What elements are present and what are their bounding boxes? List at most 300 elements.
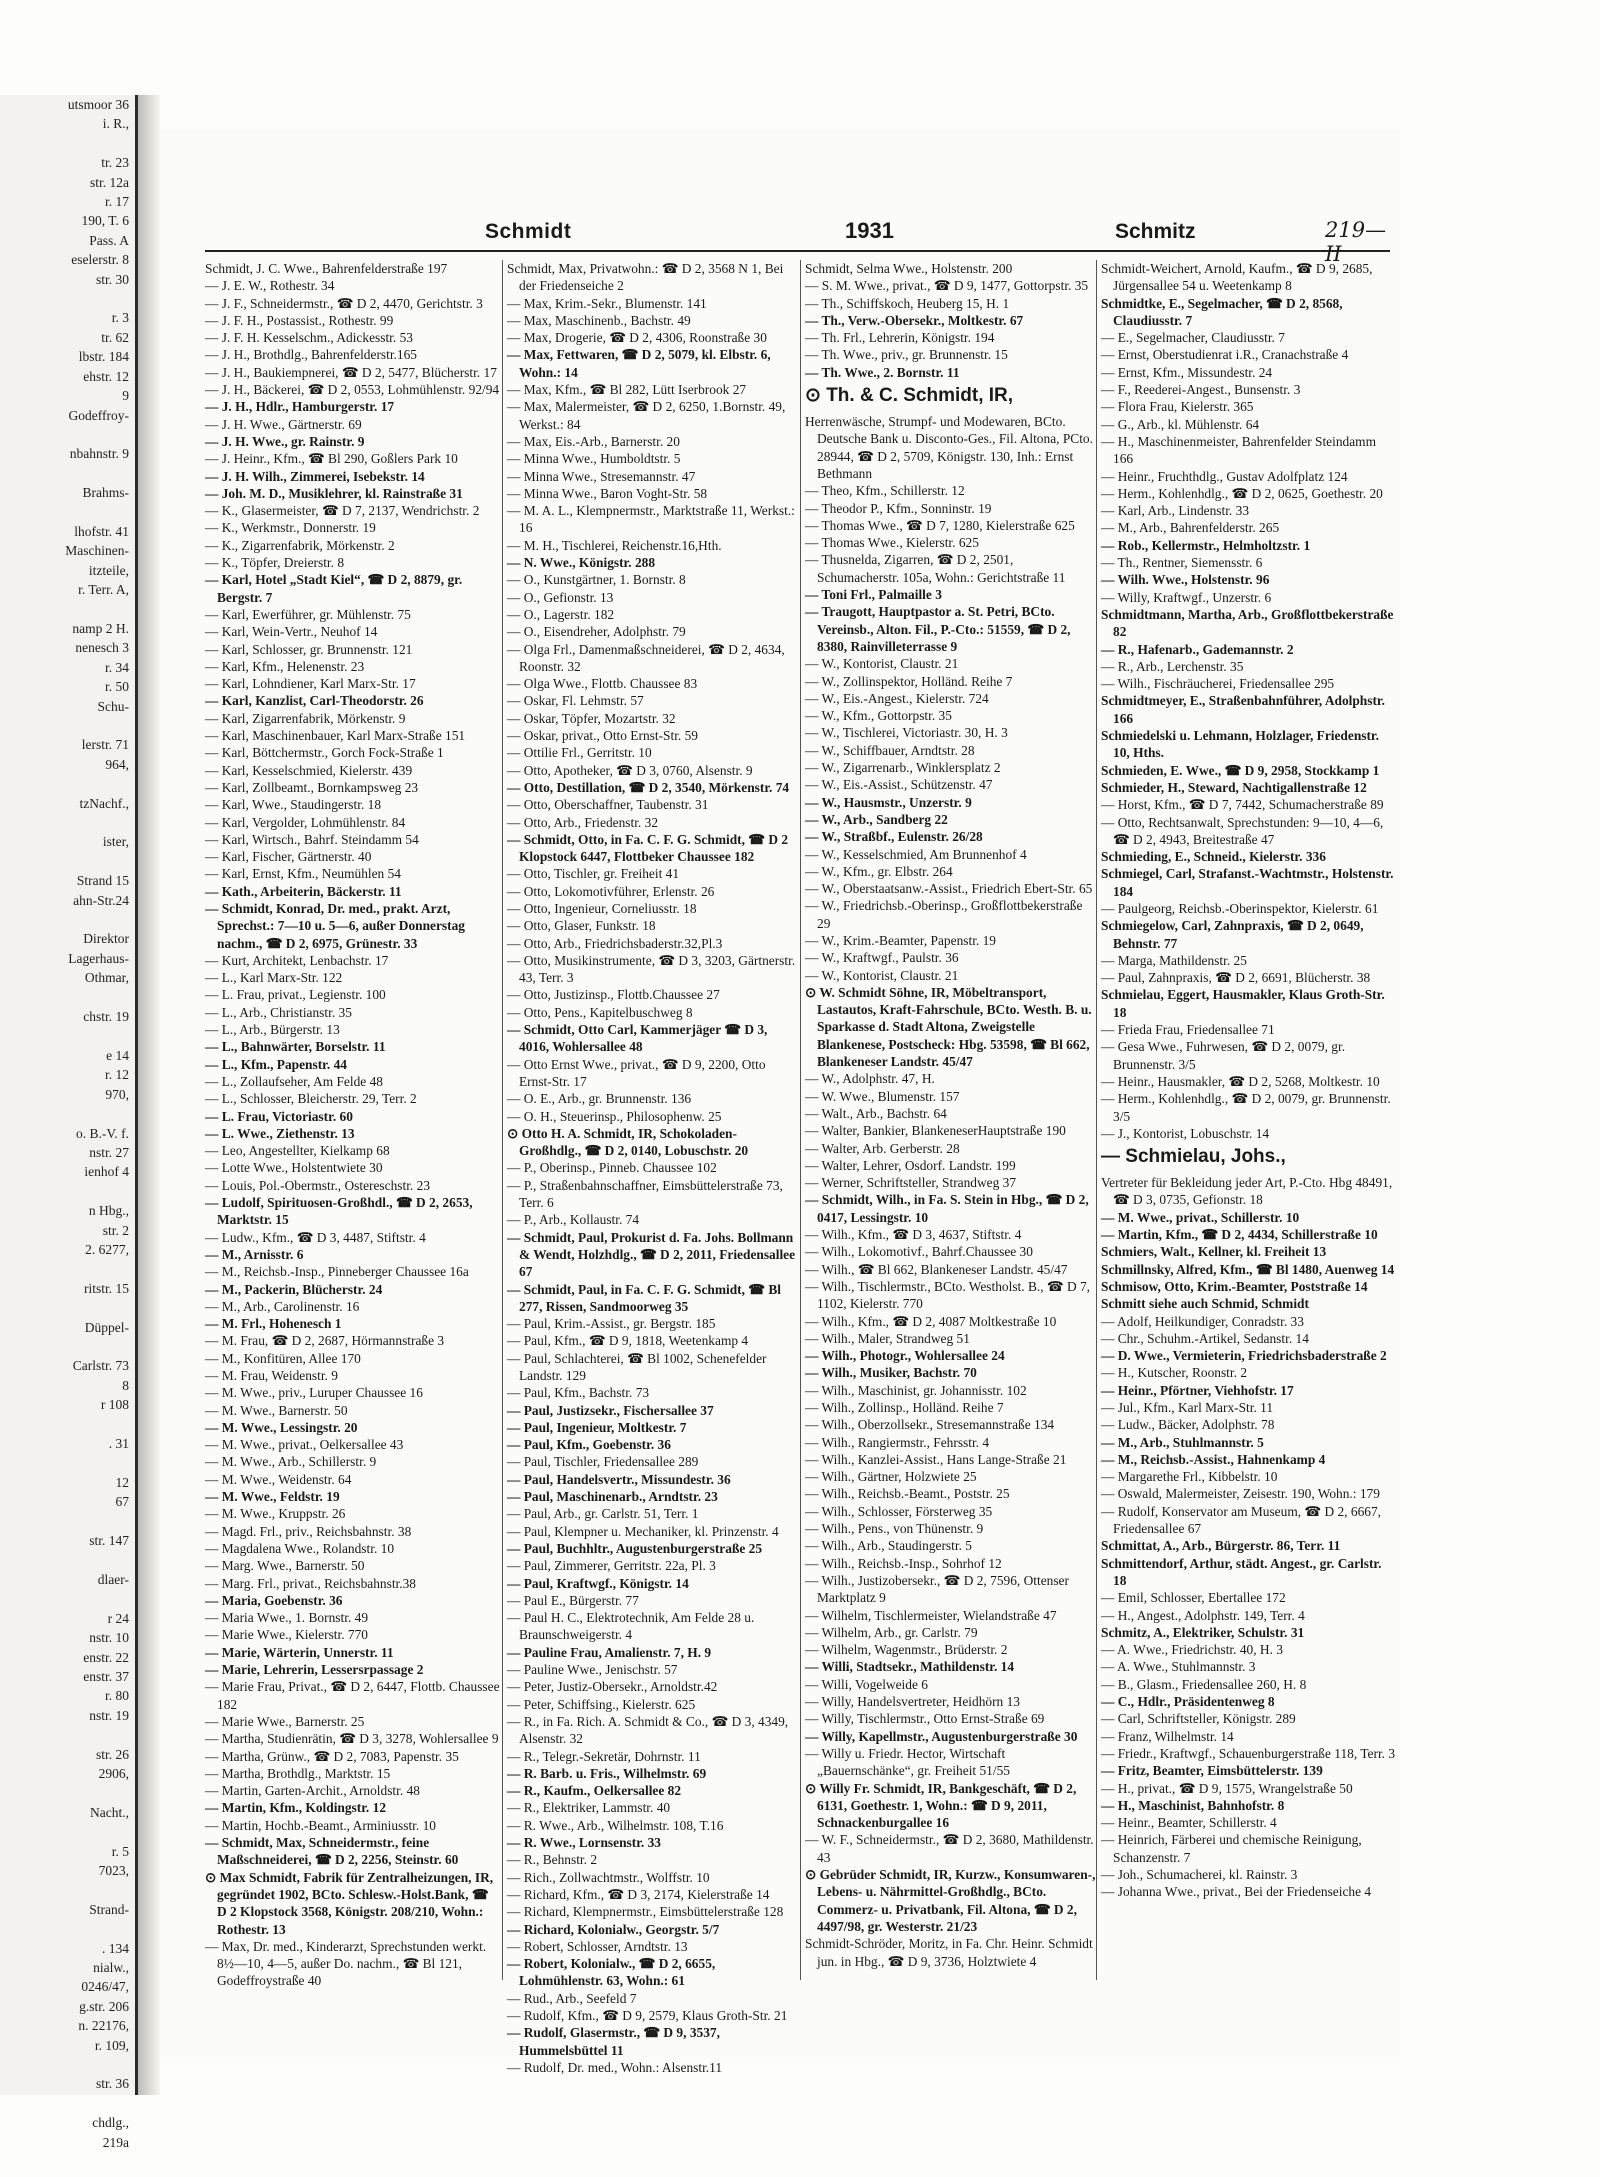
directory-entry: — Marie Wwe., Barnerstr. 25 — [205, 1713, 365, 1729]
left-page-edge-line: 2. 6277, — [85, 1241, 129, 1257]
directory-entry: — O., Lagerstr. 182 — [507, 606, 615, 622]
directory-entry: — Wilh., Gärtner, Holzwiete 25 — [805, 1469, 977, 1485]
page-number: 219—II — [1325, 218, 1387, 266]
left-page-edge-line — [0, 289, 135, 308]
left-page-edge-line: r. 80 — [104, 1688, 129, 1704]
directory-entry: — P., Arb., Kollaustr. 74 — [507, 1212, 640, 1228]
directory-entry: — W., Kesselschmied, Am Brunnenhof 4 — [805, 846, 1027, 862]
directory-entry: — Walter, Bankier, BlankeneserHauptstraße 190 — [805, 1123, 1066, 1139]
directory-entry: — M., Packerin, Blücherstr. 24 — [205, 1281, 383, 1297]
directory-entry: — Johanna Wwe., privat., Bei der Friedenseiche 4 — [1101, 1884, 1372, 1900]
directory-entry: — W., Zigarrenarb., Winklersplatz 2 — [805, 760, 1001, 776]
left-page-edge-line: 219a — [102, 2134, 129, 2150]
directory-entry: — K., Werkmstr., Donnerstr. 19 — [205, 520, 376, 536]
directory-entry: — Heinrich, Färberei und chemische Reinigung, Schanzenstr. 7 — [1101, 1832, 1362, 1865]
directory-entry: — Karl, Lohndiener, Karl Marx-Str. 17 — [205, 676, 416, 692]
directory-entry: — Karl, Arb., Lindenstr. 33 — [1101, 503, 1250, 519]
left-page-edge-line — [0, 1589, 135, 1608]
directory-entry: ⊙ Willy Fr. Schmidt, IR, Bankgeschäft, ☎ D 2, 6131, Goethestr. 1, Wohn.: ☎ D 9, 2011, Schnackenburgallee 16 — [805, 1780, 1077, 1831]
left-page-edge-line — [0, 1298, 135, 1317]
directory-entry: — Paul, Buchhltr., Augustenburgerstraße 25 — [507, 1540, 763, 1556]
directory-entry: Schmittendorf, Arthur, städt. Angest., gr. Carlstr. 18 — [1101, 1555, 1382, 1588]
left-page-edge-line: Direktor — [83, 931, 129, 947]
directory-entry: — Max, Krim.-Sekr., Blumenstr. 141 — [507, 295, 707, 311]
directory-entry: — Karl, Wirtsch., Bahrf. Steindamm 54 — [205, 831, 419, 847]
directory-entry: — Joh., Schumacherei, kl. Rainstr. 3 — [1101, 1867, 1298, 1883]
directory-entry: — Otto, Apotheker, ☎ D 3, 0760, Alsenstr. 9 — [507, 762, 753, 778]
directory-entry: — W., Zollinspektor, Holländ. Reihe 7 — [805, 673, 1013, 689]
directory-entry: — J. H., Bäckerei, ☎ D 2, 0553, Lohmühlenstr. 92/94 — [205, 382, 500, 398]
directory-entry: — Theo, Kfm., Schillerstr. 12 — [805, 483, 965, 499]
directory-entry: — Max, Drogerie, ☎ D 2, 4306, Roonstraße 30 — [507, 330, 767, 346]
directory-entry: — Adolf, Heilkundiger, Conradstr. 33 — [1101, 1313, 1304, 1329]
left-page-edge-line: ahn-Str.24 — [73, 892, 129, 908]
directory-entry: Schmidtmann, Martha, Arb., Großflottbekerstraße 82 — [1101, 606, 1394, 640]
directory-entry: — Rudolf, Konservator am Museum, ☎ D 2, 6667, Friedensallee 67 — [1101, 1503, 1382, 1537]
directory-entry: ⊙ Th. & C. Schmidt, IR, — [805, 385, 1014, 407]
directory-entry: — Horst, Kfm., ☎ D 7, 7442, Schumacherstraße 89 — [1101, 797, 1384, 813]
directory-entry: — Otto Ernst Wwe., privat., ☎ D 9, 2200, Otto Ernst-Str. 17 — [507, 1056, 766, 1089]
directory-entry: — O. E., Arb., gr. Brunnenstr. 136 — [507, 1091, 692, 1107]
left-page-edge-line: itzteile, — [88, 562, 129, 578]
directory-entry: Schmittat, A., Arb., Bürgerstr. 86, Terr. 11 — [1101, 1538, 1341, 1554]
directory-entry: — O., Gefionstr. 13 — [507, 589, 614, 605]
directory-entry: — K., Zigarrenfabrik, Mörkenstr. 2 — [205, 537, 395, 553]
left-page-edge-line: dlaer- — [97, 1571, 129, 1587]
directory-entry: ⊙ Max Schmidt, Fabrik für Zentralheizungen, IR, gegründet 1902, BCto. Schlesw.-Holst.Bank, ☎ D 2 Klopstock 3568, Königstr. 208/210, Wohn.: Rothestr. 13 — [205, 1869, 494, 1937]
book-gutter — [138, 95, 160, 2095]
directory-entry: — Marie Frau, Privat., ☎ D 2, 6447, Flottb. Chaussee 182 — [205, 1679, 500, 1712]
directory-entry: Schmidt-Schröder, Moritz, in Fa. Chr. Heinr. Schmidt jun. in Hbg., ☎ D 9, 3736, Holztwiete 4 — [805, 1936, 1093, 1969]
directory-entry: — F., Reederei-Angest., Bunsenstr. 3 — [1101, 382, 1301, 398]
directory-entry: Schmisow, Otto, Krim.-Beamter, Poststraße 14 — [1101, 1278, 1368, 1294]
left-page-edge-line: tzNachf., — [79, 795, 129, 811]
directory-entry: — Kath., Arbeiterin, Bäckerstr. 11 — [205, 883, 402, 899]
directory-entry: — J. F. H. Kesselschm., Adickesstr. 53 — [205, 330, 413, 346]
left-page-edge-line — [0, 1919, 135, 1938]
directory-entry: — Max, Maschinenb., Bachstr. 49 — [507, 312, 691, 328]
directory-entry: Schmieding, E., Schneid., Kielerstr. 336 — [1101, 849, 1326, 865]
directory-entry: — J. Heinr., Kfm., ☎ Bl 290, Goßlers Park 10 — [205, 451, 458, 467]
directory-entry: — M. Wwe., privat., Schillerstr. 10 — [1101, 1209, 1300, 1225]
directory-entry: — Paul, Justizsekr., Fischersallee 37 — [507, 1402, 714, 1418]
directory-entry: — Th. Wwe., 2. Bornstr. 11 — [805, 364, 960, 380]
directory-entry: — Schmidt, Paul, in Fa. C. F. G. Schmidt, ☎ Bl 277, Rissen, Sandmoorweg 35 — [507, 1281, 781, 1314]
left-page-edge-line: r. 109, — [94, 2037, 129, 2053]
left-page-edge-line — [0, 1182, 135, 1201]
left-page-edge-line: Othmar, — [84, 970, 129, 986]
directory-column-1 — [205, 260, 501, 1989]
directory-entry: — A. Wwe., Friedrichstr. 40, H. 3 — [1101, 1642, 1283, 1658]
directory-entry: — Paul, Klempner u. Mechaniker, kl. Prinzenstr. 4 — [507, 1523, 779, 1539]
directory-entry: Schmitz, A., Elektriker, Schulstr. 31 — [1101, 1624, 1305, 1640]
directory-entry: — Ludw., Bäcker, Adolphstr. 78 — [1101, 1417, 1275, 1433]
directory-entry: — Margarethe Frl., Kibbelstr. 10 — [1101, 1469, 1278, 1485]
directory-entry: — M. A. L., Klempnermstr., Marktstraße 11, Werkst.: 16 — [507, 503, 795, 536]
left-page-edge-line: Düppel- — [84, 1319, 129, 1335]
directory-entry: — Ernst, Oberstudienrat i.R., Cranachstraße 4 — [1101, 347, 1349, 363]
left-page-edge-line: . 134 — [102, 1940, 129, 1956]
directory-entry: — Schmidt, Wilh., in Fa. S. Stein in Hbg., ☎ D 2, 0417, Lessingstr. 10 — [805, 1192, 1089, 1225]
directory-entry: — Paulgeorg, Reichsb.-Oberinspektor, Kielerstr. 61 — [1101, 900, 1379, 916]
directory-entry: — Karl, Maschinenbauer, Karl Marx-Straße 151 — [205, 728, 466, 744]
directory-entry: — M. Wwe., Arb., Schillerstr. 9 — [205, 1454, 377, 1470]
directory-entry: — R., Behnstr. 2 — [507, 1852, 598, 1868]
left-page-edge-line: nstr. 10 — [89, 1630, 129, 1646]
directory-entry: — M. Wwe., Weidenstr. 64 — [205, 1471, 352, 1487]
directory-entry: — W., Kraftwgf., Paulstr. 36 — [805, 950, 959, 966]
left-page-edge-line — [0, 1783, 135, 1802]
directory-entry: — Joh. M. D., Musiklehrer, kl. Rainstraße 31 — [205, 485, 463, 501]
left-page-edge-line — [0, 134, 135, 153]
left-page-edge-line — [0, 852, 135, 871]
directory-entry: — Wilh., Rangiermstr., Fehrsstr. 4 — [805, 1434, 990, 1450]
directory-entry: — Wilh., Oberzollsekr., Stresemannstraße 134 — [805, 1417, 1055, 1433]
left-page-edge-line: i. R., — [102, 116, 129, 132]
directory-entry: — Richard, Kfm., ☎ D 3, 2174, Kielerstraße 14 — [507, 1886, 770, 1902]
directory-entry: — A. Wwe., Stuhlmannstr. 3 — [1101, 1659, 1256, 1675]
left-page-edge-line: n. 22176, — [78, 2018, 129, 2034]
directory-entry: — Otto, Arb., Friedenstr. 32 — [507, 814, 659, 830]
directory-entry: — M., Arb., Carolinenstr. 16 — [205, 1298, 360, 1314]
directory-entry: — Thomas Wwe., ☎ D 7, 1280, Kielerstraße 625 — [805, 517, 1075, 533]
directory-entry: — Marg. Wwe., Barnerstr. 50 — [205, 1558, 365, 1574]
directory-entry: — Theodor P., Kfm., Sonninstr. 19 — [805, 500, 992, 516]
directory-entry: — O. H., Steuerinsp., Philosophenw. 25 — [507, 1108, 722, 1124]
directory-entry: — Magdalena Wwe., Rolandstr. 10 — [205, 1540, 395, 1556]
directory-entry: — D. Wwe., Vermieterin, Friedrichsbaderstraße 2 — [1101, 1348, 1387, 1364]
directory-entry: — Otto, Justizinsp., Flottb.Chaussee 27 — [507, 987, 720, 1003]
directory-entry: — Rich., Zollwachtmstr., Wolffstr. 10 — [507, 1869, 710, 1885]
directory-entry: — Richard, Klempnermstr., Eimsbüttelerstraße 128 — [507, 1904, 784, 1920]
directory-entry: — Rob., Kellermstr., Helmholtzstr. 1 — [1101, 537, 1311, 553]
directory-entry: — Carl, Schriftsteller, Königstr. 289 — [1101, 1711, 1296, 1727]
left-page-edge-line: chdlg., — [92, 2115, 129, 2131]
directory-entry: ⊙ W. Schmidt Söhne, IR, Möbeltransport, Lastautos, Kraft-Fahrschule, BCto. Westh. B. u. Sparkasse d. Stadt Altona, Zweigstelle Blankenese, Postscheck: Hbg. 53598, ☎ Bl 662, Blankeneser Landstr. 45/47 — [805, 984, 1092, 1070]
left-page-edge-line: str. 26 — [95, 1746, 129, 1762]
directory-entry: — Toni Frl., Palmaille 3 — [805, 587, 942, 603]
directory-entry: — Wilh., Photogr., Wohlersallee 24 — [805, 1348, 1005, 1364]
directory-entry: — Karl, Böttchermstr., Gorch Fock-Straße 1 — [205, 745, 444, 761]
left-page-edge-line: 2906, — [98, 1765, 129, 1781]
directory-entry: — Max, Eis.-Arb., Barnerstr. 20 — [507, 433, 680, 449]
left-page-edge-line — [0, 1415, 135, 1434]
directory-entry: — Paul, Krim.-Assist., gr. Bergstr. 185 — [507, 1316, 716, 1332]
directory-entry: — Gesa Wwe., Fuhrwesen, ☎ D 2, 0079, gr. Brunnenstr. 3/5 — [1101, 1039, 1346, 1072]
directory-entry: Herrenwäsche, Strumpf- und Modewaren, BCto. Deutsche Bank u. Disconto-Ges., Fil. Altona, PCto. 28944, ☎ D 2, 5709, Königstr. 130, Inh.: Ernst Bethmann — [805, 414, 1093, 481]
directory-entry: — L., Arb., Bürgerstr. 13 — [205, 1022, 340, 1038]
directory-entry: — W. F., Schneidermstr., ☎ D 2, 3680, Mathildenstr. 43 — [805, 1832, 1094, 1865]
directory-entry: — Paul, Kfm., ☎ D 9, 1818, Weetenkamp 4 — [507, 1333, 749, 1349]
directory-entry: — J. H. Wwe., Gärtnerstr. 69 — [205, 416, 362, 432]
directory-entry: — Th., Verw.-Obersekr., Moltkestr. 67 — [805, 312, 1024, 328]
directory-entry: — Frieda Frau, Friedensallee 71 — [1101, 1022, 1275, 1038]
directory-entry: — Th., Schiffskoch, Heuberg 15, H. 1 — [805, 295, 1010, 311]
directory-entry: — Otto, Ingenieur, Corneliusstr. 18 — [507, 900, 697, 916]
directory-entry: — Oskar, privat., Otto Ernst-Str. 59 — [507, 728, 699, 744]
directory-entry: — Paul, Arb., gr. Carlstr. 51, Terr. 1 — [507, 1506, 699, 1522]
directory-entry: Schmitt siehe auch Schmid, Schmidt — [1101, 1296, 1309, 1312]
directory-entry: — M. Wwe., privat., Oelkersallee 43 — [205, 1437, 404, 1453]
header-name: Schmidt — [485, 220, 572, 243]
directory-entry: — W., Krim.-Beamter, Papenstr. 19 — [805, 932, 996, 948]
directory-entry: — L., Arb., Christianstr. 35 — [205, 1004, 352, 1020]
directory-entry: — Chr., Schuhm.-Artikel, Sedanstr. 14 — [1101, 1330, 1309, 1346]
directory-entry: — Heinr., Pförtner, Viehhofstr. 17 — [1101, 1382, 1294, 1398]
left-page-edge-line: namp 2 H. — [72, 620, 129, 636]
directory-entry: — Otto, Lokomotivführer, Erlenstr. 26 — [507, 883, 715, 899]
directory-entry: — L. Wwe., Ziethenstr. 13 — [205, 1125, 355, 1141]
directory-entry: — Ludw., Kfm., ☎ D 3, 4487, Stiftstr. 4 — [205, 1229, 426, 1245]
left-page-edge-line — [0, 2094, 135, 2113]
directory-entry: — Otto, Glaser, Funkstr. 18 — [507, 918, 656, 934]
directory-entry: — Paul, Kraftwgf., Königstr. 14 — [507, 1575, 689, 1591]
directory-entry: — Wilh., Kfm., ☎ D 3, 4637, Stiftstr. 4 — [805, 1227, 1022, 1243]
directory-entry: — Willy u. Friedr. Hector, Wirtschaft „Bauernschänke“, gr. Freiheit 51/55 — [805, 1745, 1010, 1779]
directory-entry: — Wilh., Arb., Staudingerstr. 5 — [805, 1538, 972, 1554]
left-page-edge-line: r. 12 — [104, 1067, 129, 1083]
directory-entry: — L., Bahnwärter, Borselstr. 11 — [205, 1039, 386, 1055]
directory-entry: — Schmidt, Max, Schneidermstr., feine Maßschneiderei, ☎ D 2, 2256, Steinstr. 60 — [205, 1835, 459, 1868]
left-page-edge-line: 12 — [115, 1474, 129, 1490]
directory-entry: — Wilhelm, Arb., gr. Carlstr. 79 — [805, 1624, 978, 1640]
directory-entry: — N. Wwe., Königstr. 288 — [507, 555, 656, 571]
directory-entry: — W., Arb., Sandberg 22 — [805, 811, 948, 827]
directory-entry: — Oswald, Malermeister, Zeisestr. 190, Wohn.: 179 — [1101, 1486, 1380, 1502]
directory-entry: — Olga Wwe., Flottb. Chaussee 83 — [507, 676, 698, 692]
left-page-edge-line: r. 50 — [104, 679, 129, 695]
left-page-edge-line — [0, 716, 135, 735]
directory-entry: — Otto, Pens., Kapitelbuschweg 8 — [507, 1004, 693, 1020]
directory-entry: — Peter, Schiffsing., Kielerstr. 625 — [507, 1696, 696, 1712]
directory-entry: — M., Reichsb.-Assist., Hahnenkamp 4 — [1101, 1451, 1326, 1467]
directory-column-2 — [502, 260, 798, 2075]
directory-entry: — Karl, Fischer, Gärtnerstr. 40 — [205, 849, 372, 865]
left-page-edge-line: str. 36 — [95, 2076, 129, 2092]
left-page-edge-line: Strand- — [89, 1901, 129, 1917]
left-page-edge-line: Carlstr. 73 — [72, 1358, 129, 1374]
directory-entry: — H., Maschinist, Bahnhofstr. 8 — [1101, 1797, 1285, 1813]
directory-entry: — Wilh., Zollinsp., Holländ. Reihe 7 — [805, 1400, 1004, 1415]
directory-entry: — J. H. Wilh., Zimmerei, Isebekstr. 14 — [205, 468, 425, 484]
left-page-edge-line — [0, 774, 135, 793]
directory-entry: — M. Wwe., Barnerstr. 50 — [205, 1402, 348, 1418]
directory-entry: — O., Kunstgärtner, 1. Bornstr. 8 — [507, 572, 686, 588]
directory-entry: — Thomas Wwe., Kielerstr. 625 — [805, 535, 979, 551]
directory-entry: ⊙ Gebrüder Schmidt, IR, Kurzw., Konsumwaren-, Lebens- u. Nährmittel-Großhdlg., BCto. Commerz- u. Privatbank, Fil. Altona, ☎ D 2, 4497/98, gr. Westerstr. 21/23 — [805, 1867, 1096, 1934]
directory-entry: — Otto, Destillation, ☎ D 2, 3540, Mörkenstr. 74 — [507, 779, 790, 795]
left-page-edge-line — [0, 425, 135, 444]
left-page-edge-line: n Hbg., — [88, 1203, 129, 1219]
directory-entry: — Karl, Kfm., Helenenstr. 23 — [205, 658, 365, 674]
directory-entry: Schmiegel, Carl, Strafanst.-Wachtmstr., Holstenstr. 184 — [1101, 866, 1394, 899]
directory-entry: — Rudolf, Glasermstr., ☎ D 9, 3537, Hummelsbüttel 11 — [507, 2025, 720, 2058]
directory-entry: — Paul, Ingenieur, Moltkestr. 7 — [507, 1419, 687, 1435]
directory-entry: — J. H., Brothdlg., Bahrenfelderstr.165 — [205, 347, 417, 363]
directory-entry: — Schmielau, Johs., — [1101, 1146, 1286, 1168]
directory-entry: — Wilh., Maschinist, gr. Johannisstr. 102 — [805, 1382, 1027, 1398]
directory-entry: — Th. Frl., Lehrerin, Königstr. 194 — [805, 330, 995, 346]
directory-entry: — Paul, Maschinenarb., Arndtstr. 23 — [507, 1489, 718, 1505]
directory-entry: — Max, Fettwaren, ☎ D 2, 5079, kl. Elbstr. 6, Wohn.: 14 — [507, 347, 771, 380]
directory-entry: — Willy, Kapellmstr., Augustenburgerstraße 30 — [805, 1728, 1078, 1744]
directory-entry: — Paul H. C., Elektrotechnik, Am Felde 28 u. Braunschweigerstr. 4 — [507, 1610, 755, 1643]
left-page-edge-line — [0, 600, 135, 619]
left-page-edge-line: str. 2 — [102, 1222, 129, 1238]
directory-entry: — M., Arb., Stuhlmannstr. 5 — [1101, 1434, 1264, 1450]
directory-entry: — Schmidt, Konrad, Dr. med., prakt. Arzt, Sprechst.: 7—10 u. 5—6, außer Donnerstag nachm., ☎ D 2, 6975, Grünestr. 33 — [205, 900, 465, 951]
directory-entry: — W., Kfm., Gottorpstr. 35 — [805, 708, 952, 724]
directory-entry: — Martha, Brothdlg., Marktstr. 15 — [205, 1765, 391, 1781]
directory-entry: Schmidt, Max, Privatwohn.: ☎ D 2, 3568 N 1, Bei der Friedenseiche 2 — [507, 261, 784, 294]
directory-entry: — P., Straßenbahnschaffner, Eimsbüttelerstraße 73, Terr. 6 — [507, 1177, 783, 1211]
directory-entry: Schmidt, Selma Wwe., Holstenstr. 200 — [805, 261, 1013, 276]
left-page-edge-line — [0, 1104, 135, 1123]
directory-entry: — Marie, Wärterin, Unnerstr. 11 — [205, 1644, 394, 1660]
directory-entry: — J. H., Baukiempnerei, ☎ D 2, 5477, Blücherstr. 17 — [205, 364, 497, 380]
directory-entry: — Wilhelm, Wagenmstr., Brüderstr. 2 — [805, 1642, 1008, 1658]
directory-entry: — Karl, Kanzlist, Carl-Theodorstr. 26 — [205, 693, 424, 709]
left-page-edge-line: 0246/47, — [81, 1979, 129, 1995]
directory-entry: — R., Telegr.-Sekretär, Dohrnstr. 11 — [507, 1748, 701, 1764]
directory-entry: — Minna Wwe., Humboldtstr. 5 — [507, 451, 681, 467]
directory-entry: — Heinr., Beamter, Schillerstr. 4 — [1101, 1815, 1277, 1831]
directory-page — [160, 130, 1400, 2075]
directory-entry: — Martin, Kfm., Koldingstr. 12 — [205, 1800, 387, 1816]
directory-entry: — Robert, Schlosser, Arndtstr. 13 — [507, 1938, 688, 1954]
directory-entry: — W. Wwe., Blumenstr. 157 — [805, 1088, 960, 1104]
left-page-edge-line: e 14 — [106, 1047, 129, 1063]
left-page-edge-line: r. 5 — [111, 1843, 129, 1859]
left-page-edge-line: chstr. 19 — [83, 1009, 129, 1025]
left-page-edge-line: o. B.-V. f. — [75, 1125, 129, 1141]
directory-entry: — Wilh., ☎ Bl 662, Blankeneser Landstr. 45/47 — [805, 1261, 1068, 1277]
left-page-edge-line — [0, 464, 135, 483]
directory-entry: Schmidtke, E., Segelmacher, ☎ D 2, 8568, Claudiusstr. 7 — [1101, 295, 1343, 328]
directory-column-3 — [800, 260, 1096, 1980]
directory-entry: — R., Elektriker, Lammstr. 40 — [507, 1800, 671, 1816]
left-page-edge-line: Godeffroy- — [68, 407, 129, 423]
directory-entry: — Pauline Wwe., Jenischstr. 57 — [507, 1662, 678, 1678]
directory-entry: — R. Barb. u. Fris., Wilhelmstr. 69 — [507, 1765, 707, 1781]
directory-entry: — M., Konfitüren, Allee 170 — [205, 1350, 361, 1366]
directory-entry: — Otto, Arb., Friedrichsbaderstr.32,Pl.3 — [507, 935, 723, 951]
left-page-edge-line — [0, 503, 135, 522]
directory-entry: — W., Adolphstr. 47, H. — [805, 1071, 935, 1087]
directory-entry: — Paul, Handelsvertr., Missundestr. 36 — [507, 1471, 731, 1487]
directory-entry: — R., Arb., Lerchenstr. 35 — [1101, 658, 1244, 674]
directory-entry: Schmiegelow, Carl, Zahnpraxis, ☎ D 2, 0649, Behnstr. 77 — [1101, 918, 1364, 951]
directory-entry: — Karl, Zollbeamt., Bornkampsweg 23 — [205, 779, 419, 795]
directory-entry: — Minna Wwe., Baron Voght-Str. 58 — [507, 485, 708, 501]
left-page-edge-line: Nacht., — [90, 1804, 129, 1820]
directory-entry: — Martha, Grünw., ☎ D 2, 7083, Papenstr. 35 — [205, 1748, 459, 1764]
directory-entry: — M. H., Tischlerei, Reichenstr.16,Hth. — [507, 537, 722, 553]
left-page-edge-line: tr. 23 — [101, 155, 129, 171]
directory-entry: — Willi, Stadtsekr., Mathildenstr. 14 — [805, 1659, 1015, 1675]
left-page-edge-line: Maschinen- — [65, 543, 129, 559]
directory-entry: — Th., Rentner, Siemensstr. 6 — [1101, 555, 1263, 571]
left-page-edge-line: ehstr. 12 — [83, 368, 129, 384]
left-page-edge-line: 964, — [105, 756, 129, 772]
directory-entry: — Oskar, Töpfer, Mozartstr. 32 — [507, 710, 676, 726]
directory-entry: — Karl, Hotel „Stadt Kiel“, ☎ D 2, 8879, gr. Bergstr. 7 — [205, 572, 463, 605]
directory-entry: — Karl, Ewerführer, gr. Mühlenstr. 75 — [205, 606, 411, 622]
directory-entry: — Wilh., Maler, Strandweg 51 — [805, 1330, 970, 1346]
directory-entry: — Otto, Musikinstrumente, ☎ D 3, 3203, Gärtnerstr. 43, Terr. 3 — [507, 952, 796, 986]
directory-entry: Schmidt-Weichert, Arnold, Kaufm., ☎ D 9, 2685, Jürgensallee 54 u. Weetenkamp 8 — [1101, 261, 1373, 294]
directory-entry: — Walter, Arb. Gerberstr. 28 — [805, 1140, 960, 1156]
directory-entry: — Louis, Pol.-Obermstr., Ostereschstr. 23 — [205, 1177, 431, 1193]
directory-entry: — Emil, Schlosser, Ebertallee 172 — [1101, 1590, 1286, 1606]
directory-entry: — Traugott, Hauptpastor a. St. Petri, BCto. Vereinsb., Alton. Fil., P.-Cto.: 51559, ☎ D 2, 8380, Rainvilleterrasse 9 — [805, 604, 1071, 654]
directory-entry: — Paul, Kfm., Bachstr. 73 — [507, 1385, 650, 1401]
left-page-edge-line: 190, T. 6 — [81, 213, 129, 229]
directory-entry: — Karl, Wwe., Staudingerstr. 18 — [205, 797, 382, 813]
directory-entry: — Karl, Zigarrenfabrik, Mörkenstr. 9 — [205, 710, 406, 726]
directory-entry: — L., Zollaufseher, Am Felde 48 — [205, 1073, 383, 1089]
directory-entry: — Willy, Tischlermstr., Otto Ernst-Straße 69 — [805, 1711, 1045, 1727]
directory-entry: — Thusnelda, Zigarren, ☎ D 2, 2501, Schumacherstr. 105a, Wohn.: Gerichtstraße 11 — [805, 552, 1066, 585]
directory-entry: — Franz, Wilhelmstr. 14 — [1101, 1728, 1234, 1744]
left-page-edge-line — [0, 2055, 135, 2074]
left-page-edge-line: 9 — [122, 388, 129, 404]
directory-entry: Schmieder, H., Steward, Nachtigallenstraße 12 — [1101, 779, 1367, 795]
directory-entry: — Karl, Vergolder, Lohmühlenstr. 84 — [205, 814, 406, 830]
directory-entry: — L., Kfm., Papenstr. 44 — [205, 1056, 347, 1072]
directory-entry: — Olga Frl., Damenmaßschneiderei, ☎ D 2, 4634, Roonstr. 32 — [507, 641, 785, 674]
directory-entry: — Martha, Studienrätin, ☎ D 3, 3278, Wohlersallee 9 — [205, 1731, 499, 1747]
directory-entry: — Magd. Frl., priv., Reichsbahnstr. 38 — [205, 1523, 412, 1539]
directory-entry: — H., Angest., Adolphstr. 149, Terr. 4 — [1101, 1607, 1305, 1623]
directory-entry: — M., Arb., Bahrenfelderstr. 265 — [1101, 520, 1280, 536]
directory-entry: — Martin, Garten-Archit., Arnoldstr. 48 — [205, 1783, 420, 1799]
left-page-edge-line: utsmoor 36 — [67, 97, 129, 112]
directory-entry: — G., Arb., kl. Mühlenstr. 64 — [1101, 416, 1260, 432]
directory-entry: — W., Eis.-Angest., Kielerstr. 724 — [805, 690, 989, 706]
directory-entry: — Wilh., Kanzlei-Assist., Hans Lange-Straße 21 — [805, 1451, 1067, 1467]
left-page-edge-line: Strand 15 — [76, 873, 129, 889]
directory-entry: Schmiedelski u. Lehmann, Holzlager, Friedenstr. 10, Hths. — [1101, 728, 1379, 761]
directory-column-4 — [1096, 260, 1396, 1980]
directory-entry: Schmiers, Walt., Kellner, kl. Freiheit 13 — [1101, 1244, 1327, 1260]
directory-entry: — Otto, Tischler, gr. Freiheit 41 — [507, 866, 680, 882]
directory-entry: — Marie, Lehrerin, Lessersrpassage 2 — [205, 1662, 424, 1678]
left-page-edge-line: r 108 — [100, 1397, 129, 1413]
left-page-edge-line: lhofstr. 41 — [74, 523, 129, 539]
left-page-edge-line: nbahnstr. 9 — [69, 446, 129, 462]
directory-entry: — Ernst, Kfm., Missundestr. 24 — [1101, 364, 1273, 380]
left-page-edge-line — [0, 1880, 135, 1899]
directory-entry: — Herm., Kohlenhdlg., ☎ D 2, 0079, gr. Brunnenstr. 3/5 — [1101, 1091, 1391, 1124]
directory-entry: — W., Eis.-Assist., Schützenstr. 47 — [805, 777, 993, 793]
directory-entry: — Schmidt, Otto Carl, Kammerjäger ☎ D 3, 4016, Wohlersallee 48 — [507, 1022, 768, 1055]
directory-entry: Schmidtmeyer, E., Straßenbahnführer, Adolphstr. 166 — [1101, 693, 1385, 726]
directory-entry: — Karl, Kesselschmied, Kielerstr. 439 — [205, 762, 413, 778]
directory-entry: — Minna Wwe., Stresemannstr. 47 — [507, 468, 696, 484]
directory-entry: — Rud., Arb., Seefeld 7 — [507, 1990, 637, 2006]
left-page-edge-line: lerstr. 71 — [81, 737, 129, 753]
directory-entry: — Richard, Kolonialw., Georgstr. 5/7 — [507, 1921, 720, 1937]
directory-entry: — Lotte Wwe., Holstentwiete 30 — [205, 1160, 383, 1176]
directory-entry: — H., privat., ☎ D 9, 1575, Wrangelstraße 50 — [1101, 1780, 1353, 1796]
left-page-edge-line — [0, 1453, 135, 1472]
directory-entry: — Werner, Schriftsteller, Strandweg 37 — [805, 1175, 1017, 1191]
directory-entry: — Paul, Zahnpraxis, ☎ D 2, 6691, Blücherstr. 38 — [1101, 970, 1371, 986]
directory-entry: Schmielau, Eggert, Hausmakler, Klaus Groth-Str. 18 — [1101, 987, 1385, 1020]
directory-entry: — W., Friedrichsb.-Oberinsp., Großflottbekerstraße 29 — [805, 898, 1083, 931]
directory-entry: — Wilh., Kfm., ☎ D 2, 4087 Moltkestraße 10 — [805, 1313, 1057, 1329]
